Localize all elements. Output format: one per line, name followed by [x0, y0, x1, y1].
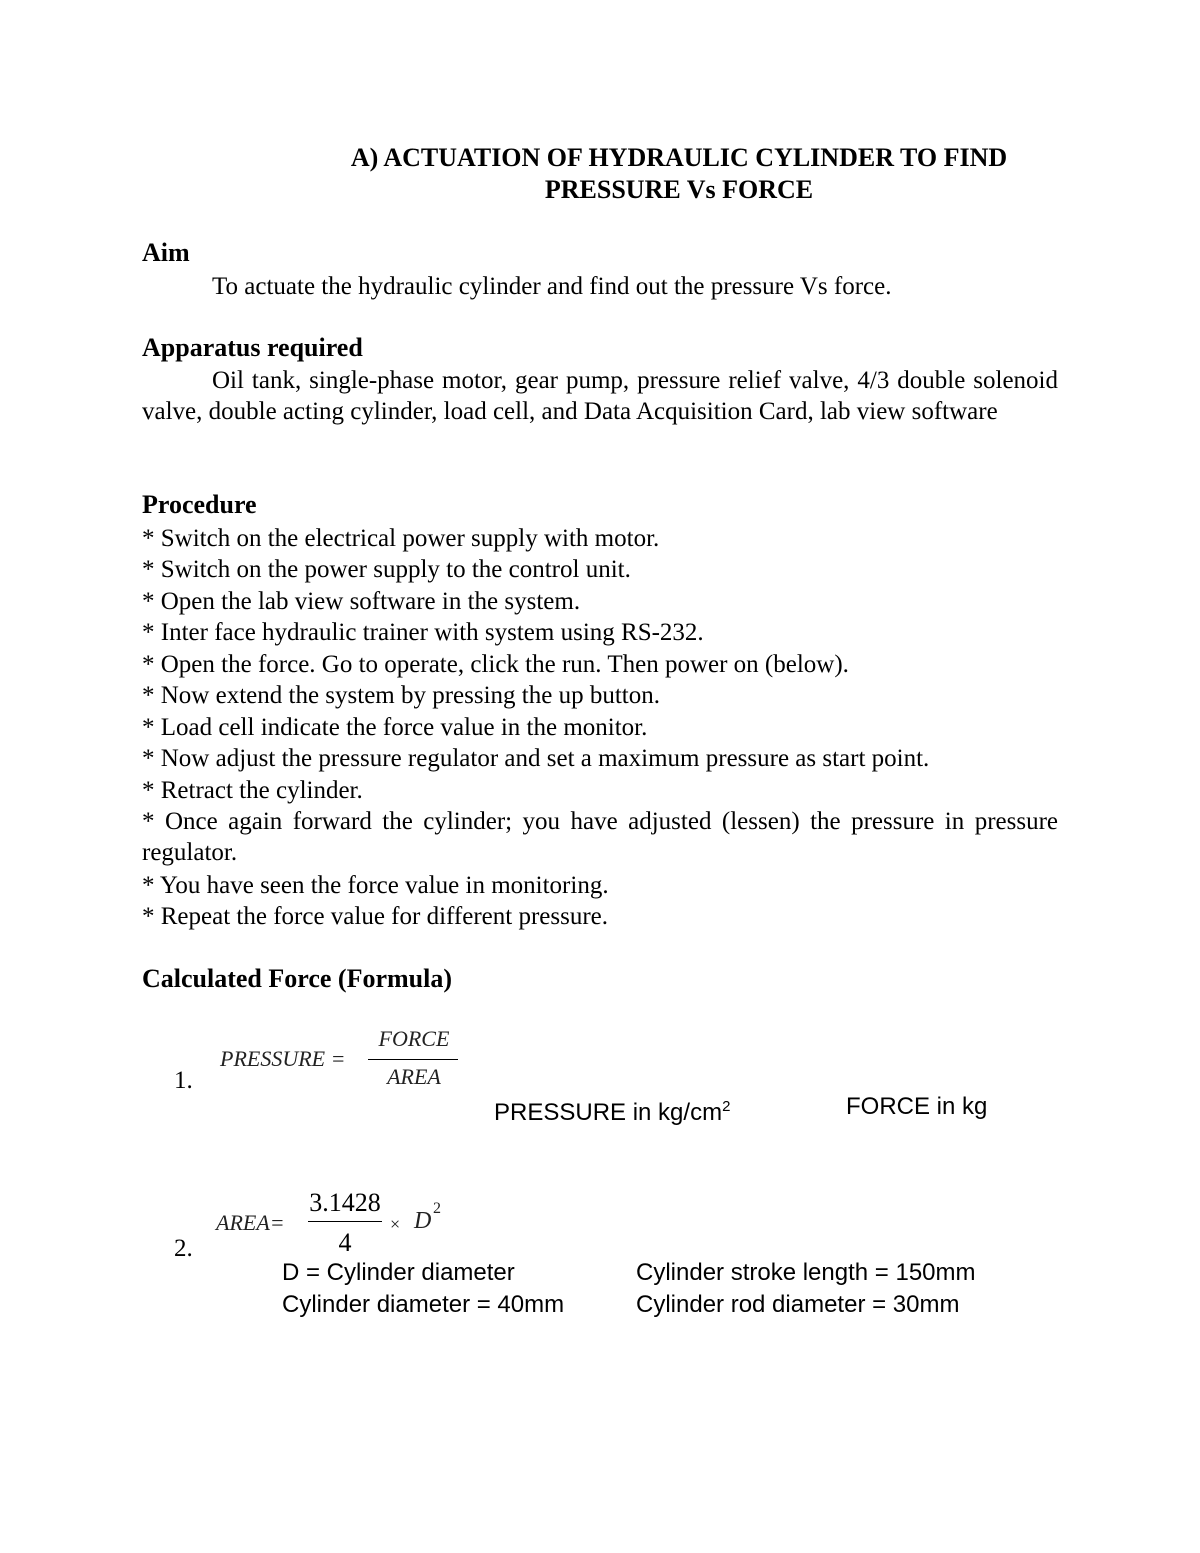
procedure-step-2: * Switch on the power supply to the control unit. — [142, 556, 631, 583]
pressure-unit — [494, 1092, 730, 1128]
document-title-line-1: A) ACTUATION OF HYDRAULIC CYLINDER TO FIND — [350, 143, 1008, 172]
procedure-heading: Procedure — [142, 490, 257, 519]
apparatus-text — [142, 365, 1058, 427]
formula-1-numerator: FORCE — [378, 1026, 450, 1051]
formula-heading: Calculated Force (Formula) — [142, 964, 452, 993]
rod-diameter: Cylinder rod diameter = 30mm — [636, 1291, 960, 1318]
formula-2-numerator: 3.1428 — [309, 1188, 381, 1217]
pressure-unit-text: PRESSURE in kg/cm — [494, 1099, 723, 1126]
cylinder-diameter: Cylinder diameter = 40mm — [282, 1291, 565, 1318]
pressure-unit-sup: 2 — [722, 1098, 731, 1115]
formula-2-number: 2. — [174, 1235, 193, 1262]
document-title-line-2: PRESSURE Vs FORCE — [544, 175, 814, 204]
procedure-step-5: * Open the force. Go to operate, click the run. Then power on (below). — [142, 651, 849, 678]
force-unit: FORCE in kg — [846, 1093, 988, 1120]
d-definition: D = Cylinder diameter — [282, 1259, 515, 1286]
procedure-step-7: * Load cell indicate the force value in the monitor. — [142, 714, 648, 741]
aim-heading: Aim — [142, 238, 190, 267]
formula-2-times: × — [390, 1214, 401, 1234]
aim-text: To actuate the hydraulic cylinder and find out the pressure Vs force. — [212, 273, 892, 300]
apparatus-text-content: Oil tank, single-phase motor, gear pump, pressure relief valve, 4/3 double solenoid valve, double acting cylinder, load cell, and Data Acquisition Card, lab view software — [142, 367, 1058, 425]
procedure-step-10: * Once again forward the cylinder; you have adjusted (lessen) the pressure in pressure regulator. — [142, 808, 1058, 866]
procedure-step-8: * Now adjust the pressure regulator and set a maximum pressure as start point. — [142, 745, 930, 772]
formula-1-lhs: PRESSURE = — [220, 1046, 346, 1071]
procedure-step-6: * Now extend the system by pressing the up button. — [142, 682, 660, 709]
procedure-step-9: * Retract the cylinder. — [142, 777, 363, 804]
procedure-step-4: * Inter face hydraulic trainer with system using RS-232. — [142, 619, 704, 646]
formula-1-denominator: AREA — [387, 1064, 441, 1089]
formula-2-lhs: AREA= — [216, 1210, 285, 1235]
formula-2-exp: 2 — [433, 1200, 441, 1217]
procedure-step-11: * You have seen the force value in monitoring. — [142, 872, 609, 899]
formula-1-fraction-bar — [368, 1059, 458, 1060]
formula-2-denominator: 4 — [338, 1228, 352, 1257]
formula-2-fraction-bar — [308, 1221, 382, 1222]
procedure-step-12: * Repeat the force value for different pressure. — [142, 903, 608, 930]
stroke-length: Cylinder stroke length = 150mm — [636, 1259, 976, 1286]
formula-2-var: D — [414, 1208, 432, 1234]
procedure-step-1: * Switch on the electrical power supply with motor. — [142, 525, 660, 552]
procedure-step-3: * Open the lab view software in the system. — [142, 588, 581, 615]
apparatus-heading: Apparatus required — [142, 333, 363, 362]
formula-1-number: 1. — [174, 1067, 193, 1094]
